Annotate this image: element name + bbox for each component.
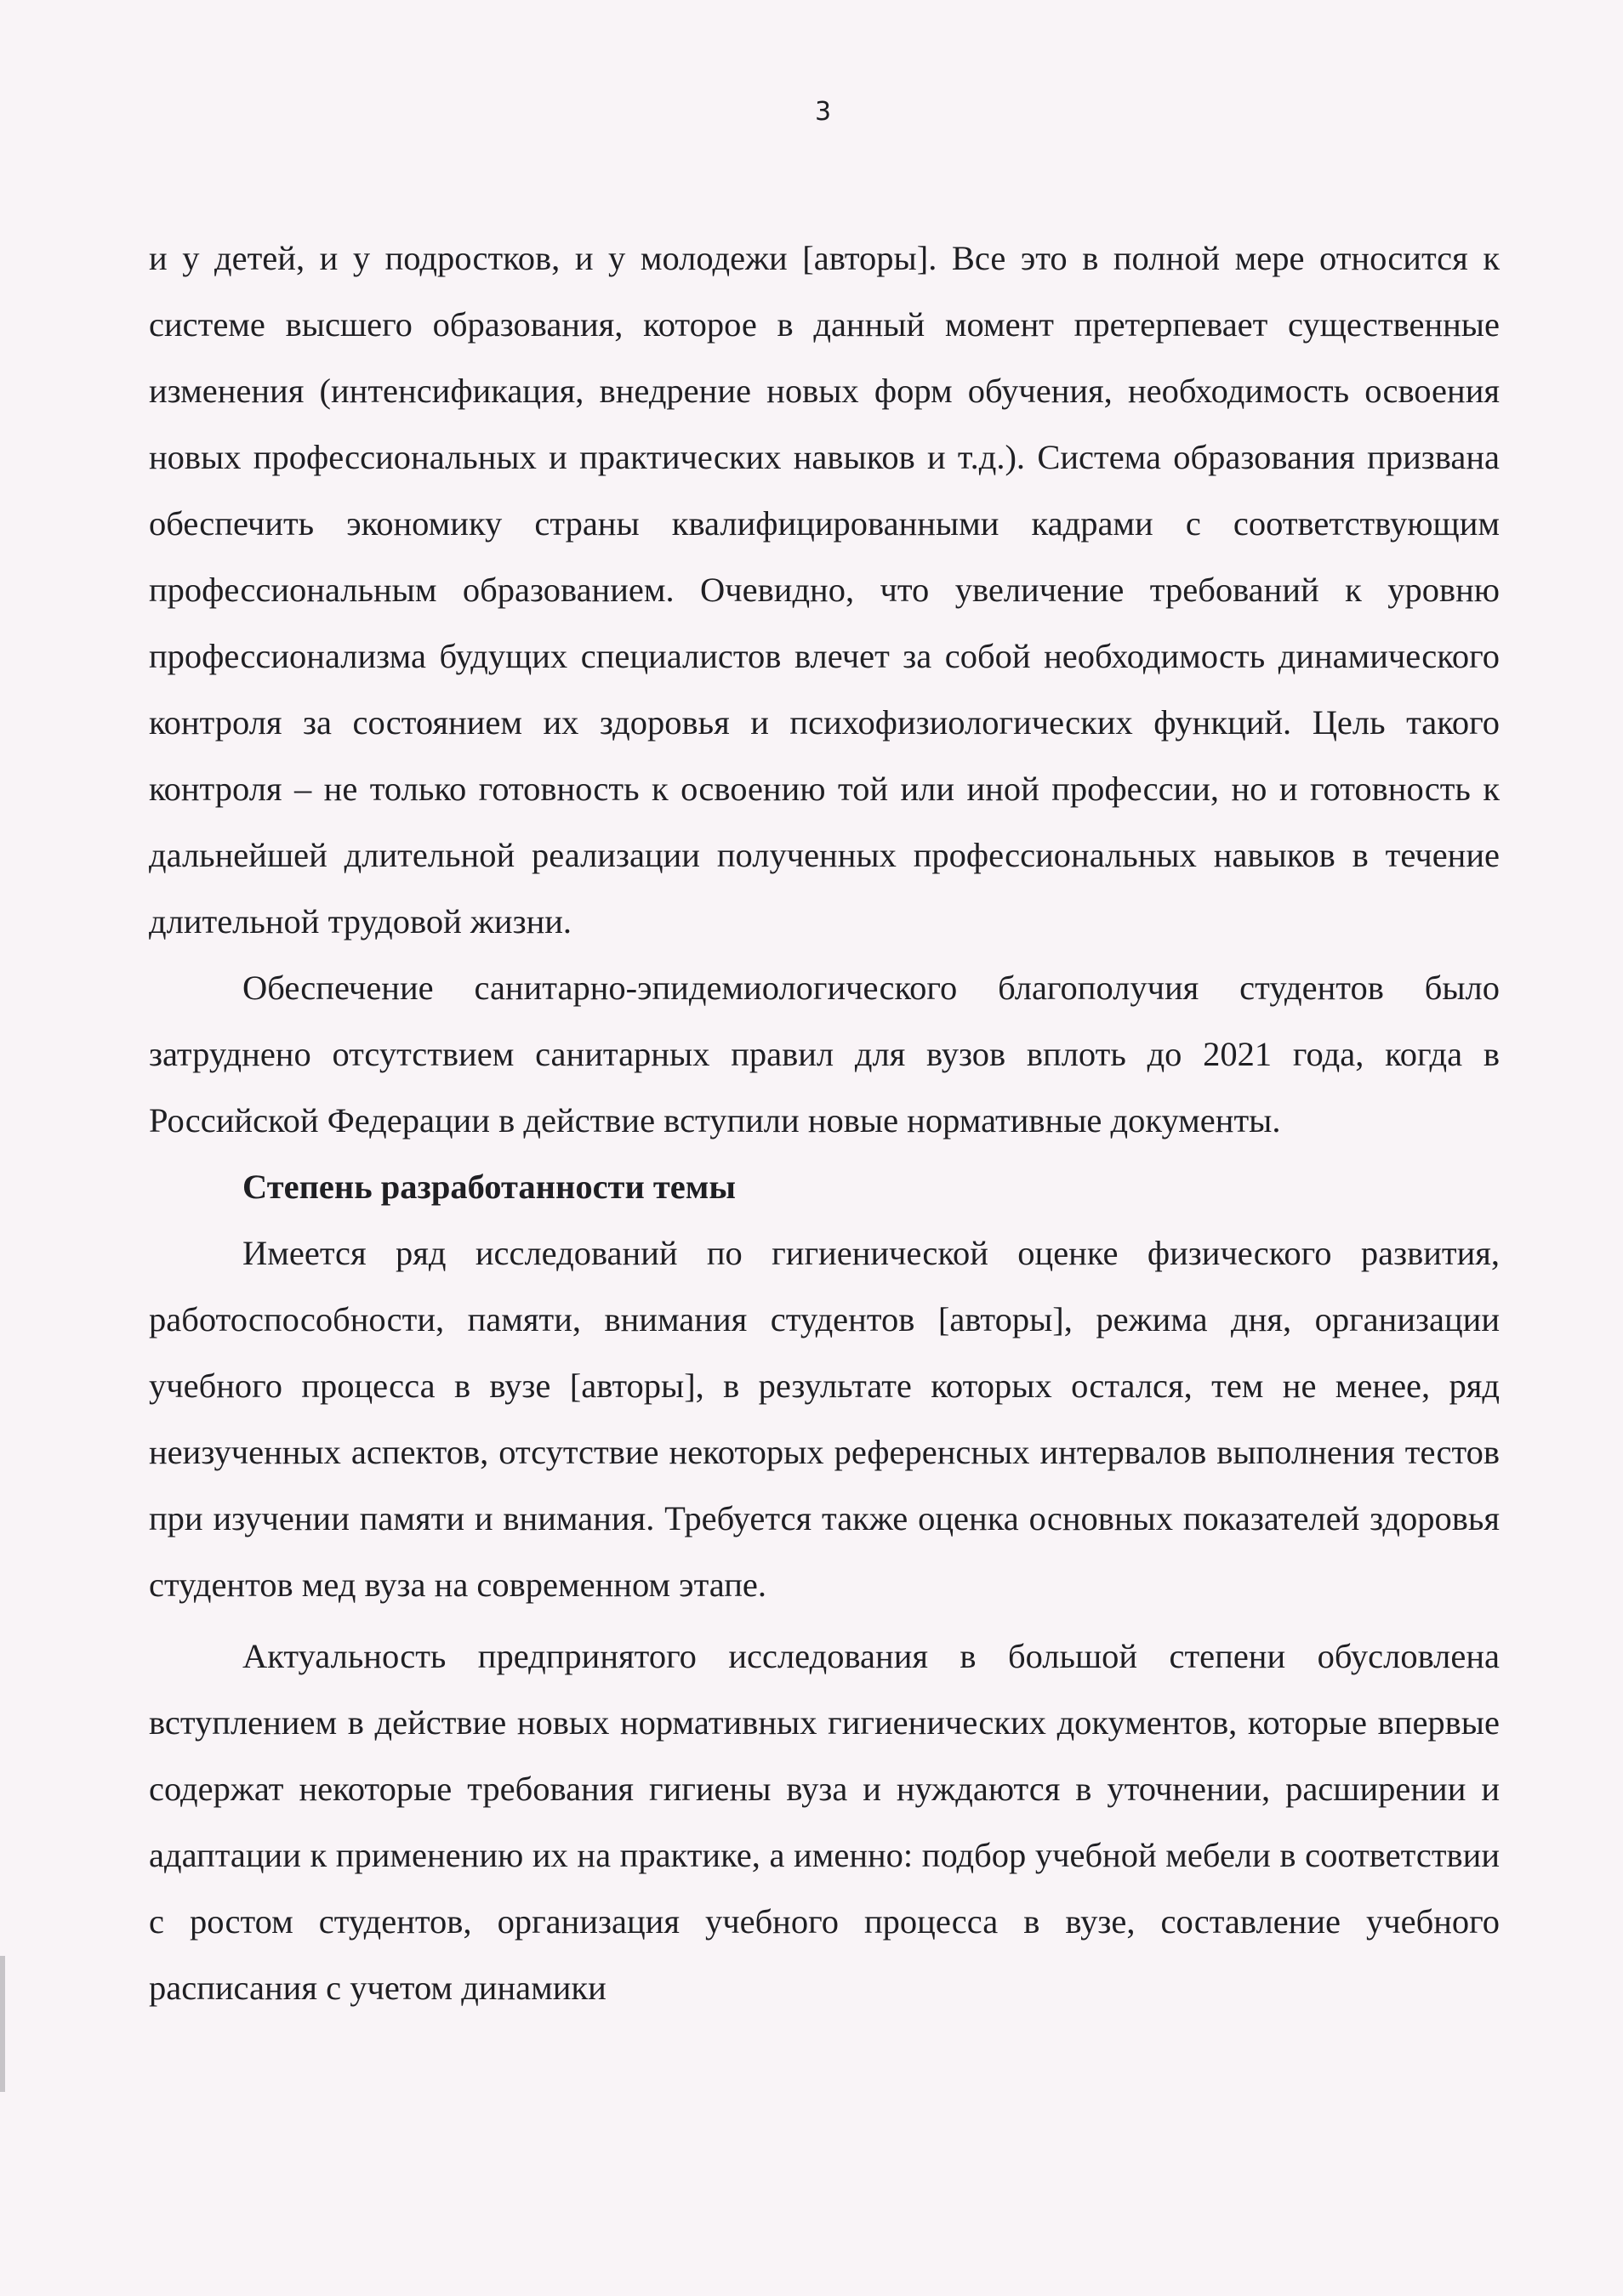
paragraph-sanitary: Обеспечение санитарно-эпидемиологического благополучия студентов было затруднено отсутствием санитарных правил для вузов вплоть до 2021 года, когда в Российской Федерации в действие вступили новые нормативные документы. [149,969,1500,1139]
paragraph-relevance: Актуальность предпринятого исследования в большой степени обусловлена вступлением в действие новых нормативных гигиенических документов, которые впервые содержат некоторые требования гигиены вуза и нуждаются в уточнении, расширении и адаптации к применению их на практике, а именно: подбор учебной мебели в соответствии с ростом студентов, организация учебного процесса в вузе, составление учебного расписания с учетом динамики [149,1637,1500,2007]
document-body [149,225,1500,2021]
scan-artifact [0,1956,5,2092]
page-number: 3 [814,97,832,127]
section-heading: Степень разработанности темы [242,1168,736,1206]
paragraph-research: Имеется ряд исследований по гигиенической оценке физического развития, работоспособности, памяти, внимания студентов [авторы], режима дня, организации учебного процесса в вузе [авторы], в результате которых остался, тем не менее, ряд неизученных аспектов, отсутствие некоторых референсных интервалов выполнения тестов при изучении памяти и внимания. Требуется также оценка основных показателей здоровья студентов мед вуза на современном этапе. [149,1234,1500,1604]
paragraph-continuation: и у детей, и у подростков, и у молодежи [авторы]. Все это в полной мере относится к системе высшего образования, которое в данный момент претерпевает существенные изменения (интенсификация, внедрение новых форм обучения, необходимость освоения новых профессиональных и практических навыков и т.д.). Система образования призвана обеспечить экономику страны квалифицированными кадрами с соответствующим профессиональным образованием. Очевидно, что увеличение требований к уровню профессионализма будущих специалистов влечет за собой необходимость динамического контроля за состоянием их здоровья и психофизиологических функций. Цель такого контроля – не только готовность к освоению той или иной профессии, но и готовность к дальнейшей длительной реализации полученных профессиональных навыков в течение длительной трудовой жизни. [149,239,1500,941]
